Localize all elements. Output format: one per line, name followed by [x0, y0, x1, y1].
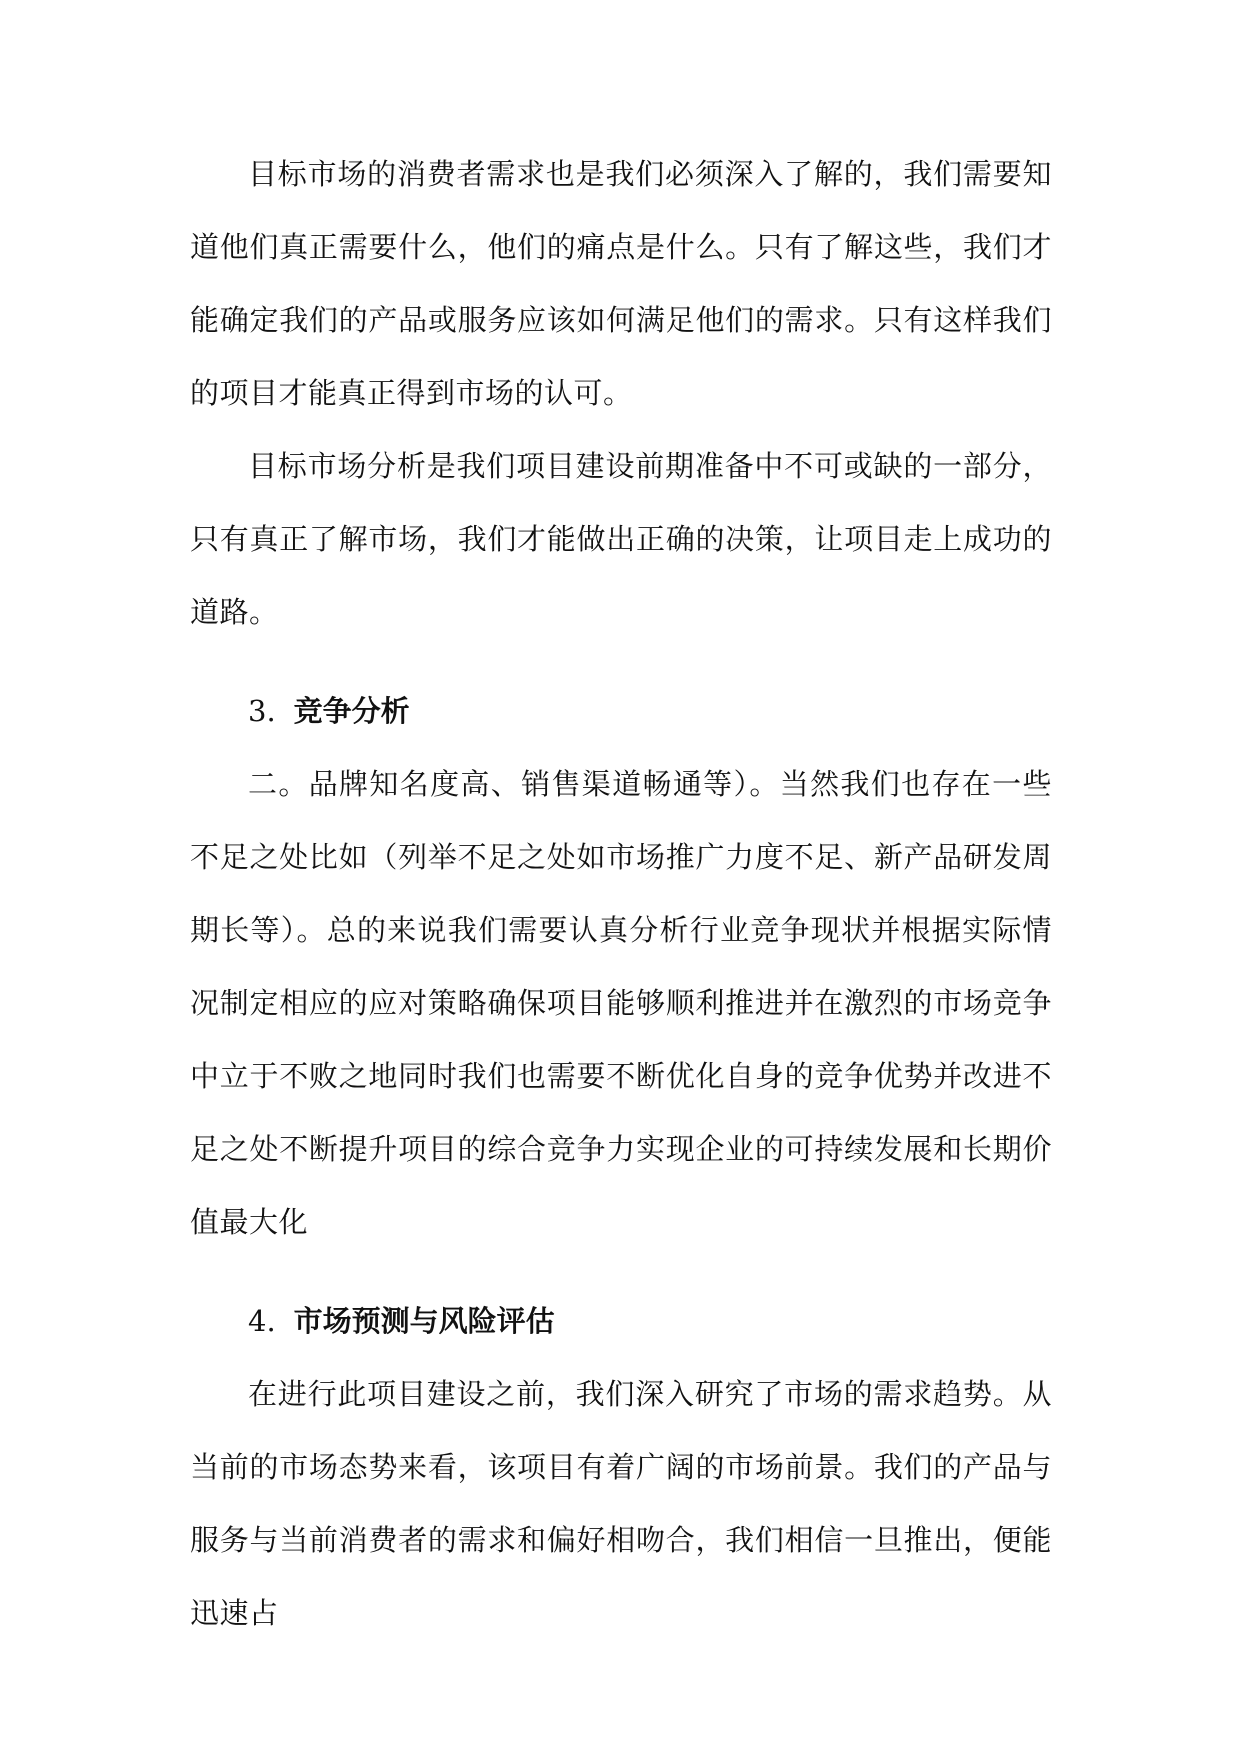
section-heading-competition — [190, 675, 1052, 748]
section-title: 市场预测与风险评估 — [293, 1304, 555, 1338]
paragraph-forecast: 在进行此项目建设之前，我们深入研究了市场的需求趋势。从当前的市场态势来看，该项目有着广阔的市场前景。我们的产品与服务与当前消费者的需求和偏好相吻合，我们相信一旦推出，便能迅速占 — [190, 1377, 1052, 1630]
paragraph-competition: 二。品牌知名度高、销售渠道畅通等）。当然我们也存在一些不足之处比如（列举不足之处如市场推广力度不足、新产品研发周期长等）。总的来说我们需要认真分析行业竞争现状并根据实际情况制定相应的应对策略确保项目能够顺利推进并在激烈的市场竞争中立于不败之地同时我们也需要不断优化自身的竞争优势并改进不足之处不断提升项目的综合竞争力实现企业的可持续发展和长期价值最大化 — [190, 767, 1052, 1239]
paragraph-consumer-needs: 目标市场的消费者需求也是我们必须深入了解的，我们需要知道他们真正需要什么，他们的痛点是什么。只有了解这些，我们才能确定我们的产品或服务应该如何满足他们的需求。只有这样我们的项目才能真正得到市场的认可。 — [190, 157, 1052, 410]
section-number: 4. — [248, 1304, 276, 1338]
section-heading-forecast — [190, 1285, 1052, 1358]
section-number: 3. — [248, 694, 276, 728]
document-body — [190, 138, 1052, 1650]
paragraph-market-analysis-summary: 目标市场分析是我们项目建设前期准备中不可或缺的一部分，只有真正了解市场，我们才能做出正确的决策，让项目走上成功的道路。 — [190, 449, 1052, 629]
section-title: 竞争分析 — [293, 694, 410, 728]
